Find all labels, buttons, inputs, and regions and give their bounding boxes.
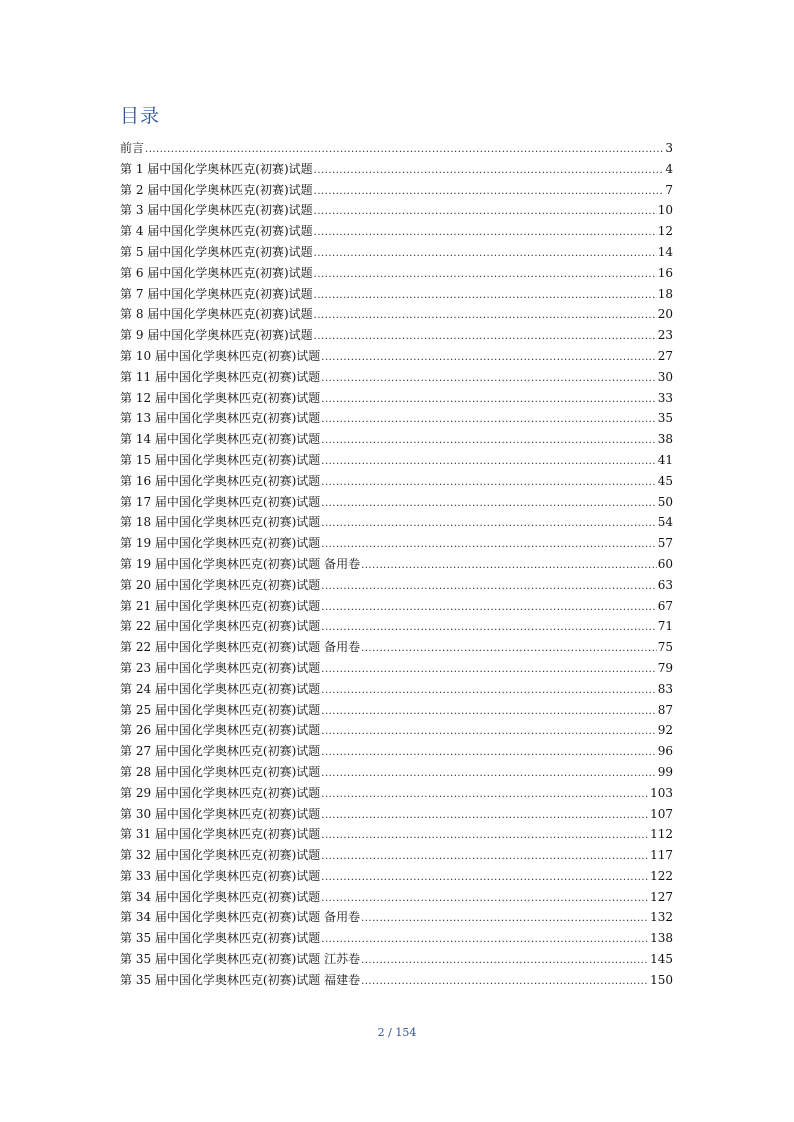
toc-entry[interactable] [120, 616, 673, 637]
toc-entry-page-number: 27 [657, 348, 673, 363]
toc-entry-page-number: 7 [665, 182, 673, 197]
toc-entry-label: 第 21 届中国化学奥林匹克(初赛)试题 [120, 598, 321, 613]
dot-leader [321, 660, 656, 681]
toc-entry[interactable] [120, 949, 673, 970]
toc-entry-label: 第 27 届中国化学奥林匹克(初赛)试题 [120, 744, 321, 759]
toc-entry-label: 第 18 届中国化学奥林匹克(初赛)试题 [120, 515, 321, 530]
dot-leader [361, 972, 649, 993]
dot-leader [321, 681, 656, 702]
toc-entry-page-number: 92 [657, 723, 673, 738]
toc-entry[interactable] [120, 866, 673, 887]
toc-entry[interactable] [120, 492, 673, 513]
toc-entry-label: 第 7 届中国化学奥林匹克(初赛)试题 [120, 286, 313, 301]
toc-entry-page-number: 12 [657, 224, 673, 239]
dot-leader [321, 431, 656, 452]
toc-entry[interactable] [120, 367, 673, 388]
dot-leader [321, 369, 656, 390]
toc-entry[interactable] [120, 637, 673, 658]
toc-entry-label: 第 17 届中国化学奥林匹克(初赛)试题 [120, 494, 321, 509]
dot-leader [321, 390, 656, 411]
toc-entry-page-number: 33 [657, 390, 673, 405]
dot-leader [314, 223, 657, 244]
toc-entry-label: 第 13 届中国化学奥林匹克(初赛)试题 [120, 411, 321, 426]
toc-entry[interactable] [120, 450, 673, 471]
toc-entry-page-number: 75 [657, 640, 673, 655]
toc-entry-page-number: 45 [657, 473, 673, 488]
toc-entry-label: 第 16 届中国化学奥林匹克(初赛)试题 [120, 473, 321, 488]
toc-entry[interactable] [120, 388, 673, 409]
toc-entry-label: 第 19 届中国化学奥林匹克(初赛)试题 [120, 536, 321, 551]
toc-entry-page-number: 18 [657, 286, 673, 301]
toc-entry-page-number: 14 [657, 244, 673, 259]
toc-entry-page-number: 63 [657, 577, 673, 592]
toc-entry-label: 第 10 届中国化学奥林匹克(初赛)试题 [120, 348, 321, 363]
page-number-footer: 2 / 154 [377, 1026, 417, 1039]
dot-leader [361, 909, 649, 930]
toc-entry[interactable] [120, 429, 673, 450]
dot-leader [321, 702, 656, 723]
dot-leader [145, 140, 664, 161]
toc-entry-page-number: 71 [657, 619, 673, 634]
toc-entry-label: 第 6 届中国化学奥林匹克(初赛)试题 [120, 265, 313, 280]
toc-entry-page-number: 60 [657, 556, 673, 571]
dot-leader [321, 889, 649, 910]
dot-leader [321, 785, 649, 806]
dot-leader [314, 327, 657, 348]
toc-entry[interactable] [120, 408, 673, 429]
toc-entry-label: 第 26 届中国化学奥林匹克(初赛)试题 [120, 723, 321, 738]
toc-entry-label: 第 9 届中国化学奥林匹克(初赛)试题 [120, 328, 313, 343]
toc-entry-page-number: 132 [650, 910, 673, 925]
dot-leader [321, 473, 656, 494]
dot-leader [321, 348, 656, 369]
dot-leader [321, 743, 656, 764]
toc-entry-label: 第 19 届中国化学奥林匹克(初赛)试题 备用卷 [120, 556, 361, 571]
toc-entry-label: 第 28 届中国化学奥林匹克(初赛)试题 [120, 764, 321, 779]
toc-entry-label: 第 30 届中国化学奥林匹克(初赛)试题 [120, 806, 321, 821]
toc-entry[interactable] [120, 325, 673, 346]
toc-entry-label: 第 11 届中国化学奥林匹克(初赛)试题 [120, 369, 321, 384]
toc-entry-label: 第 34 届中国化学奥林匹克(初赛)试题 备用卷 [120, 910, 361, 925]
toc-entry-page-number: 10 [657, 203, 673, 218]
toc-entry-page-number: 50 [657, 494, 673, 509]
dot-leader [321, 410, 656, 431]
dot-leader [321, 494, 656, 515]
toc-entry-page-number: 20 [657, 307, 673, 322]
toc-entry[interactable] [120, 263, 673, 284]
dot-leader [321, 764, 656, 785]
toc-entry-page-number: 103 [650, 785, 673, 800]
toc-entry-label: 第 2 届中国化学奥林匹克(初赛)试题 [120, 182, 313, 197]
toc-entry-page-number: 30 [657, 369, 673, 384]
toc-entry-label: 第 22 届中国化学奥林匹克(初赛)试题 [120, 619, 321, 634]
toc-entry-label: 第 3 届中国化学奥林匹克(初赛)试题 [120, 203, 313, 218]
toc-entry[interactable] [120, 512, 673, 533]
toc-entry[interactable] [120, 783, 673, 804]
dot-leader [314, 161, 665, 182]
dot-leader [314, 265, 657, 286]
toc-entry-page-number: 67 [657, 598, 673, 613]
toc-entry-label: 第 8 届中国化学奥林匹克(初赛)试题 [120, 307, 313, 322]
dot-leader [314, 202, 657, 223]
toc-entry[interactable] [120, 928, 673, 949]
toc-entry[interactable] [120, 907, 673, 928]
toc-entry-page-number: 87 [657, 702, 673, 717]
dot-leader [314, 182, 665, 203]
toc-list [120, 138, 673, 991]
toc-entry-label: 第 22 届中国化学奥林匹克(初赛)试题 备用卷 [120, 640, 361, 655]
dot-leader [321, 535, 656, 556]
toc-entry-label: 第 35 届中国化学奥林匹克(初赛)试题 福建卷 [120, 972, 361, 987]
toc-entry-page-number: 79 [657, 660, 673, 675]
toc-entry[interactable] [120, 180, 673, 201]
toc-entry-label: 第 12 届中国化学奥林匹克(初赛)试题 [120, 390, 321, 405]
toc-entry-label: 第 15 届中国化学奥林匹克(初赛)试题 [120, 452, 321, 467]
dot-leader [321, 618, 656, 639]
toc-entry[interactable] [120, 471, 673, 492]
dot-leader [314, 286, 657, 307]
toc-entry-label: 第 25 届中国化学奥林匹克(初赛)试题 [120, 702, 321, 717]
toc-title: 目录 [120, 105, 161, 127]
dot-leader [321, 514, 656, 535]
toc-entry-page-number: 150 [650, 972, 673, 987]
toc-entry-label: 第 35 届中国化学奥林匹克(初赛)试题 [120, 931, 321, 946]
dot-leader [321, 806, 649, 827]
toc-entry-page-number: 38 [657, 432, 673, 447]
dot-leader [321, 598, 656, 619]
toc-entry-label: 前言 [120, 141, 145, 155]
toc-entry-page-number: 117 [650, 848, 673, 863]
toc-entry[interactable] [120, 970, 673, 991]
toc-entry-page-number: 41 [657, 452, 673, 467]
toc-entry-page-number: 107 [650, 806, 673, 821]
dot-leader [321, 868, 649, 889]
toc-entry[interactable] [120, 554, 673, 575]
toc-entry[interactable] [120, 762, 673, 783]
toc-entry-label: 第 20 届中国化学奥林匹克(初赛)试题 [120, 577, 321, 592]
toc-entry-label: 第 23 届中国化学奥林匹克(初赛)试题 [120, 660, 321, 675]
toc-entry[interactable] [120, 242, 673, 263]
toc-entry-label: 第 35 届中国化学奥林匹克(初赛)试题 江苏卷 [120, 952, 361, 967]
toc-entry-page-number: 127 [650, 889, 673, 904]
toc-entry-label: 第 32 届中国化学奥林匹克(初赛)试题 [120, 848, 321, 863]
toc-entry[interactable] [120, 533, 673, 554]
toc-entry[interactable] [120, 658, 673, 679]
toc-entry-page-number: 54 [657, 515, 673, 530]
toc-entry[interactable] [120, 304, 673, 325]
toc-entry-page-number: 4 [665, 161, 673, 176]
toc-entry-page-number: 16 [657, 265, 673, 280]
toc-entry-label: 第 29 届中国化学奥林匹克(初赛)试题 [120, 785, 321, 800]
toc-entry-page-number: 35 [657, 411, 673, 426]
toc-entry-label: 第 4 届中国化学奥林匹克(初赛)试题 [120, 224, 313, 239]
toc-entry[interactable] [120, 700, 673, 721]
toc-entry-page-number: 96 [657, 744, 673, 759]
toc-entry-page-number: 138 [650, 931, 673, 946]
toc-entry-label: 第 34 届中国化学奥林匹克(初赛)试题 [120, 889, 321, 904]
toc-entry[interactable] [120, 575, 673, 596]
toc-entry[interactable] [120, 679, 673, 700]
toc-entry[interactable] [120, 887, 673, 908]
toc-entry[interactable] [120, 284, 673, 305]
toc-entry[interactable] [120, 824, 673, 845]
dot-leader [321, 577, 656, 598]
toc-entry-label: 第 5 届中国化学奥林匹克(初赛)试题 [120, 244, 313, 259]
toc-entry[interactable] [120, 138, 673, 159]
toc-entry[interactable] [120, 200, 673, 221]
toc-entry-page-number: 145 [650, 952, 673, 967]
dot-leader [361, 556, 657, 577]
toc-entry[interactable] [120, 596, 673, 617]
toc-entry-page-number: 112 [650, 827, 673, 842]
toc-entry-label: 第 1 届中国化学奥林匹克(初赛)试题 [120, 161, 313, 176]
toc-entry[interactable] [120, 221, 673, 242]
toc-entry[interactable] [120, 804, 673, 825]
toc-entry[interactable] [120, 741, 673, 762]
toc-entry[interactable] [120, 159, 673, 180]
toc-entry-page-number: 23 [657, 328, 673, 343]
toc-entry-label: 第 24 届中国化学奥林匹克(初赛)试题 [120, 681, 321, 696]
dot-leader [361, 639, 657, 660]
toc-entry-page-number: 57 [657, 536, 673, 551]
toc-entry-label: 第 14 届中国化学奥林匹克(初赛)试题 [120, 432, 321, 447]
dot-leader [321, 452, 656, 473]
toc-entry[interactable] [120, 720, 673, 741]
dot-leader [321, 930, 649, 951]
dot-leader [361, 951, 649, 972]
dot-leader [314, 306, 657, 327]
toc-entry[interactable] [120, 346, 673, 367]
dot-leader [314, 244, 657, 265]
dot-leader [321, 847, 649, 868]
dot-leader [321, 826, 649, 847]
dot-leader [321, 722, 656, 743]
toc-entry-page-number: 3 [665, 141, 673, 155]
toc-entry[interactable] [120, 845, 673, 866]
toc-entry-page-number: 83 [657, 681, 673, 696]
toc-entry-label: 第 33 届中国化学奥林匹克(初赛)试题 [120, 868, 321, 883]
toc-entry-page-number: 99 [657, 764, 673, 779]
toc-entry-page-number: 122 [650, 868, 673, 883]
toc-entry-label: 第 31 届中国化学奥林匹克(初赛)试题 [120, 827, 321, 842]
